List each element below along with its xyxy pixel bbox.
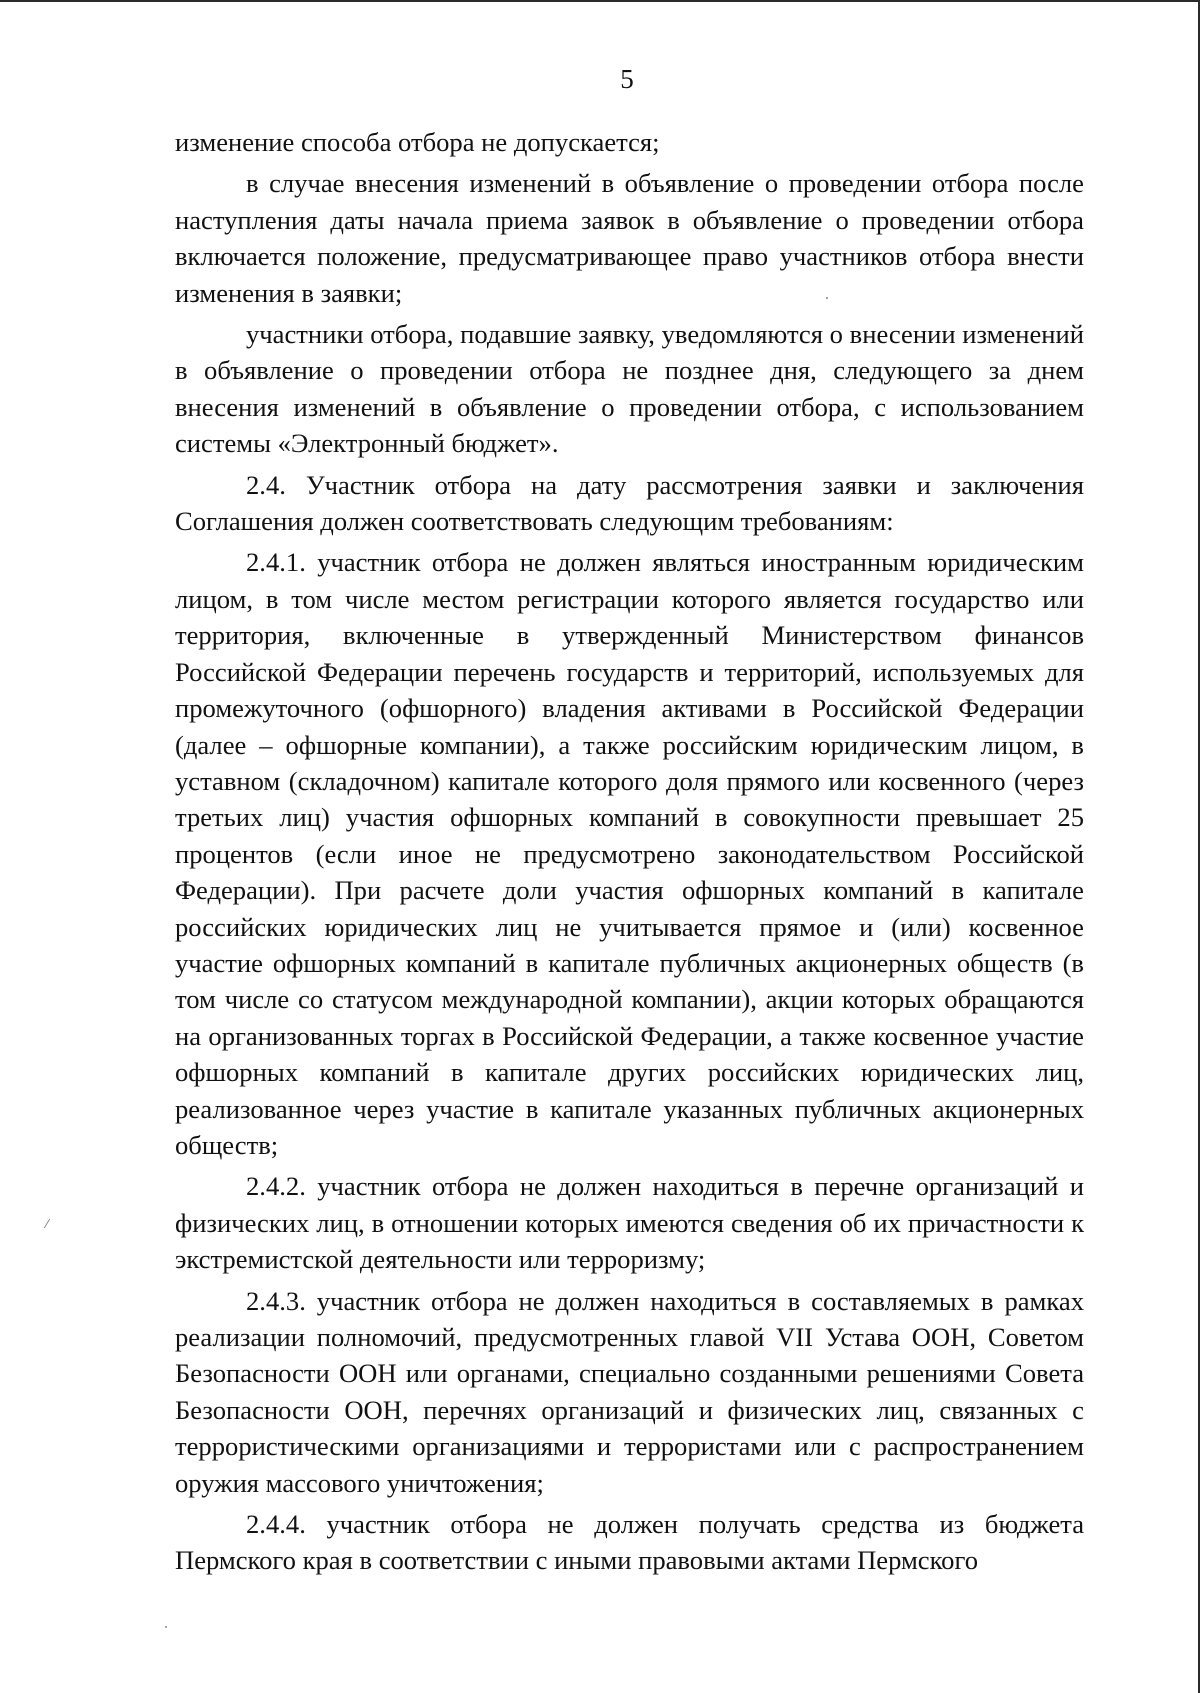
paragraph-2-4-1: 2.4.1. участник отбора не должен являться иностранным юридическим лицом, в том числе местом регистрации которого является государство или территория, включенные в утвержденный Министерством финансов Российской Федерации перечень государств и территорий, используемых для промежуточного (офшорного) владения активами в Российской Федерации (далее – офшорные компании), а также российским юридическим лицом, в уставном (складочном) капитале которого доля прямого или косвенного (через третьих лиц) участия офшорных компаний в совокупности превышает 25 процентов (если иное не предусмотрено законодательством Российской Федерации). При расчете доли участия офшорных компаний в капитале российских юридических лиц не учитывается прямое и (или) косвенное участие офшорных компаний в капитале публичных акционерных обществ (в том числе со статусом международной компании), акции которых обращаются на организованных торгах в Российской Федерации, а также косвенное участие офшорных компаний в капитале других российских юридических лиц, реализованное через участие в капитале указанных публичных акционерных обществ; — [175, 547, 1084, 1160]
paragraph-2-4-2: 2.4.2. участник отбора не должен находиться в перечне организаций и физических лиц, в отношении которых имеются сведения об их причастности к экстремистской деятельности или терроризму; — [175, 1171, 1084, 1275]
paragraph-2-4: 2.4. Участник отбора на дату рассмотрения заявки и заключения Соглашения должен соответствовать следующим требованиям: — [175, 469, 1084, 537]
scan-speck — [165, 1626, 167, 1628]
document-body — [175, 124, 1084, 1579]
scan-speck — [826, 297, 828, 299]
paragraph-2-4-3: 2.4.3. участник отбора не должен находиться в составляемых в рамках реализации полномочий, предусмотренных главой VII Устава ООН, Советом Безопасности ООН или органами, специально созданными решениями Совета Безопасности ООН, перечнях организаций и физических лиц, связанных с террористическими организациями и террористами или с распространением оружия массового уничтожения; — [175, 1285, 1084, 1498]
paragraph-2-4-4: 2.4.4. участник отбора не должен получать средства из бюджета Пермского края в соответствии с иными правовыми актами Пермского — [175, 1509, 1084, 1576]
page-number: 5 — [620, 64, 634, 94]
scan-mark: ⁄ — [46, 1217, 49, 1231]
paragraph-continuation: изменение способа отбора не допускается; — [175, 127, 660, 157]
paragraph-changes-after-start: в случае внесения изменений в объявление о проведении отбора после наступления даты начала приема заявок в объявление о проведении отбора включается положение, предусматривающее право участников отбора внести изменения в заявки; — [175, 168, 1084, 308]
paragraph-notification: участники отбора, подавшие заявку, уведомляются о внесении изменений в объявление о проведении отбора не позднее дня, следующего за днем внесения изменений в объявление о проведении отбора, с использованием системы «Электронный бюджет». — [175, 319, 1084, 459]
